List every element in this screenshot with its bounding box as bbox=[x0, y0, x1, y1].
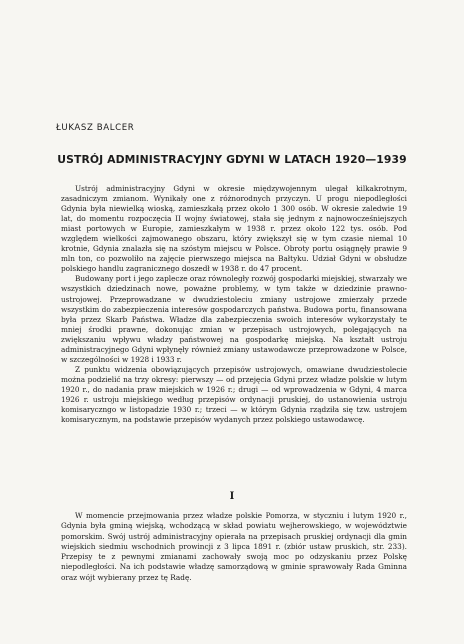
paragraph: Ustrój administracyjny Gdyni w okresie międzywojennym ulegał kilkakrotnym, zasadniczym zmianom. Wynikały one z różnorodnych przyczyn. U progu niepodległości Gdynia była niewielką wioską, zamieszkałą przez około 1 300 osób. W okresie zaledwie 19 lat, do momentu rozpoczęcia II wojny światowej, stała się jednym z najnowocześniejszych miast portowych w Europie, zamieszkałym w 1938 r. przez około 122 tys. osób. Pod względem wielkości zajmowanego obszaru, który zwiększył się w tym czasie niemal 10 krotnie, Gdynia znalazła się na szóstym miejscu w Polsce. Obroty portu osiągnęły prawie 9 mln ton, co pozwoliło na zajęcie pierwszego miejsca na Bałtyku. Udział Gdyni w obsłudze polskiego handlu zagranicznego doszedł w 1938 r. do 47 procent. bbox=[61, 184, 407, 274]
section-one bbox=[61, 511, 407, 583]
paragraph: W momencie przejmowania przez władze polskie Pomorza, w styczniu i lutym 1920 r., Gdynia była gminą wiejską, wchodzącą w skład powiatu wejherowskiego, w województwie pomorskim. Swój ustrój administracyjny opierała na przepisach pruskiej ordynacji dla gmin wiejskich siedmiu wschodnich prowincji z 3 lipca 1891 r. (zbiór ustaw pruskich, str. 233). Przepisy te z pewnymi zmianami zachowały swoją moc po odzyskaniu przez Polskę niepodległości. Na ich podstawie władzę samorządową w gminie sprawowały Rada Gminna oraz wójt wybierany przez tę Radę. bbox=[61, 511, 407, 582]
author-name: ŁUKASZ BALCER bbox=[56, 123, 135, 133]
section-heading: I bbox=[229, 491, 235, 502]
paragraph: Z punktu widzenia obowiązujących przepisów ustrojowych, omawiane dwudziestolecie można podzielić na trzy okresy: pierwszy — od przejęcia Gdyni przez władze polskie w lutym 1920 r., do nadania praw miejskich w 1926 r.; drugi — od wprowadzenia w Gdyni, 4 marca 1926 r. ustroju miejskiego według przepisów ordynacji pruskiej, do ustanowienia ustroju komisaryczngo w listopadzie 1930 r.; trzeci — w którym Gdynia rządziła się tzw. ustrojem komisarycznym, na podstawie przepisów wydanych przez polskiego ustawodawcę. bbox=[61, 364, 407, 425]
paragraph: Budowany port i jego zaplecze oraz równoległy rozwój gospodarki miejskiej, stwarzały we wszystkich dziedzinach nowe, poważne problemy, w tym także w dziedzinie prawno-ustrojowej. Przeprowadzane w dwudziestoleciu zmiany ustrojowe zmierzały przede wszystkim do zabezpieczenia interesów gospodarczych państwa. Budowa portu, finansowana była przez Skarb Państwa. Władze dla zabezpieczenia swoich interesów wykorzystały te mniej środki prawne, dokonując zmian w przepisach ustrojowych, polegających na zwiększaniu wpływu władzy państwowej na gospodarkę miejską. Na kształt ustroju administracyjnego Gdyni wpłynęły również zmiany ustawodawcze przeprowadzone w Polsce, w szczególności w 1928 i 1933 r. bbox=[61, 274, 407, 364]
intro-section bbox=[61, 184, 407, 425]
article-title: USTRÓJ ADMINISTRACYJNY GDYNI W LATACH 1920—1939 bbox=[57, 153, 407, 166]
